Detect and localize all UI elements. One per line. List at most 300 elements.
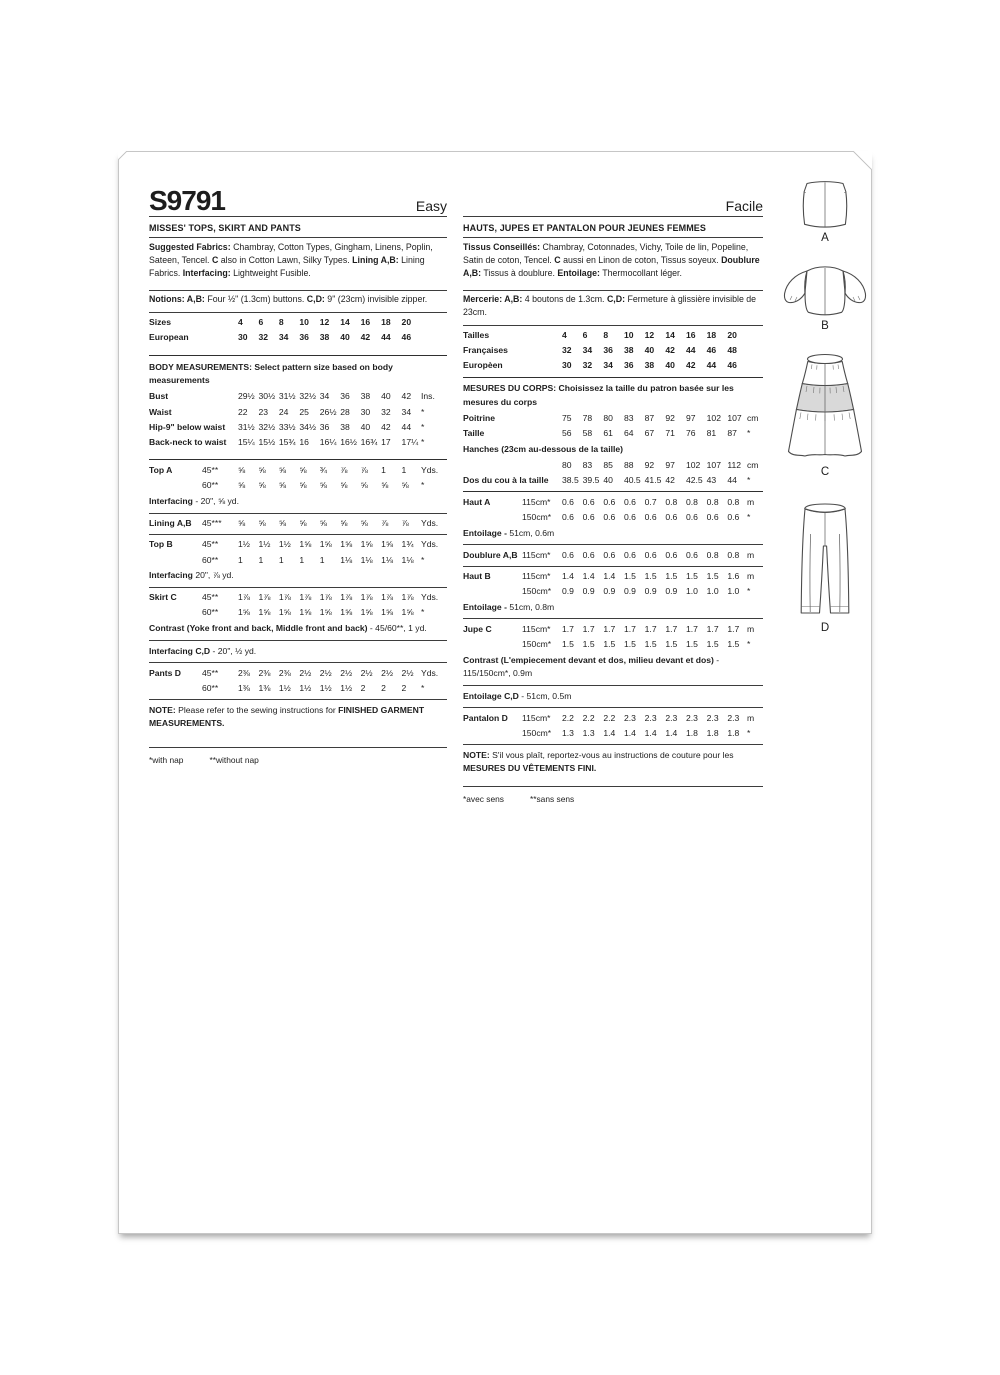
value-cell: 36 — [340, 391, 350, 402]
unit-cell: m — [746, 623, 755, 634]
value-cell: 41.5 — [644, 474, 662, 485]
value-cell: 32 — [258, 332, 268, 343]
row-label — [463, 726, 521, 741]
value-cell: 14 — [665, 330, 675, 340]
unit-cell: * — [746, 474, 751, 485]
figure-c-label: C — [820, 466, 830, 478]
table-text-row — [149, 494, 447, 511]
value-cell: 1.6 — [727, 571, 740, 582]
text-run: Notions: A,B: — [149, 294, 205, 304]
table-divider — [149, 662, 447, 663]
fabric-width-cell: 45** — [202, 539, 219, 550]
value-cell: 40 — [603, 474, 613, 485]
value-cell: 36 — [623, 360, 634, 371]
value-cell: 20 — [401, 317, 412, 327]
value-cell: 0.9 — [665, 586, 678, 597]
footnote-row — [149, 755, 447, 765]
value-cell: 1.5 — [582, 639, 595, 650]
value-cell: 0.8 — [665, 496, 678, 507]
value-cell: 1 — [278, 554, 284, 565]
value-cell: 1.4 — [603, 728, 616, 739]
text-run: Thermocollant léger. — [599, 268, 682, 278]
value-cell: 18 — [706, 330, 717, 340]
text-run: Interfacing — [149, 570, 193, 581]
value-cell: 2½ — [340, 667, 353, 678]
yardage-table-french — [463, 322, 763, 789]
value-cell: 34 — [582, 345, 593, 356]
text-run: FINISHED GARMENT MEASUREMENTS. — [149, 704, 425, 729]
value-cell: ⅝ — [340, 480, 348, 491]
unit-cell — [421, 330, 447, 345]
value-cell: ⅝ — [278, 518, 287, 529]
value-cell: 0.6 — [665, 512, 678, 523]
value-cell: 44 — [706, 360, 717, 371]
value-cell: ⅝ — [278, 465, 287, 476]
value-cell: 4 — [562, 330, 567, 340]
text-run: - 20", ⅝ yd. — [192, 496, 239, 507]
value-cell: 32 — [582, 360, 593, 371]
fabric-width-cell: 45** — [202, 465, 219, 476]
value-cell: 1½ — [238, 539, 250, 550]
value-cell: 1.4 — [603, 571, 616, 582]
text-run: Hanches (23cm au-dessous de la taille) — [463, 443, 623, 454]
value-cell: ⅝ — [319, 480, 327, 491]
value-cell: 0.9 — [562, 586, 574, 597]
value-cell: ⅝ — [299, 518, 307, 529]
value-cell: 0.8 — [727, 496, 740, 507]
text-run: Fermeture à glissière invisible de 23cm. — [463, 294, 757, 317]
value-cell: ⅞ — [340, 465, 348, 476]
value-cell: 1 — [238, 554, 243, 565]
value-cell: ⅞ — [381, 518, 389, 529]
spacer — [149, 280, 447, 288]
value-cell: 32 — [381, 406, 391, 417]
garment-illustrations — [775, 178, 875, 634]
row-label: Pantalon D — [463, 712, 508, 723]
value-cell: 1⅝ — [299, 539, 312, 550]
value-cell: 38 — [644, 360, 655, 371]
value-cell: 0.6 — [706, 512, 719, 523]
row-label: Haut B — [463, 571, 491, 582]
table-divider — [463, 685, 763, 686]
value-cell: 92 — [665, 412, 675, 423]
value-cell: ⅝ — [258, 465, 266, 476]
text-run: 9" (23cm) invisible zipper. — [324, 294, 428, 304]
text-run: Contrast (Yoke front and back, Middle front and back) — [149, 623, 368, 634]
row-label: Françaises — [463, 345, 508, 356]
value-cell: 1⅞ — [238, 592, 250, 603]
value-cell: 31½ — [238, 421, 255, 432]
divider — [463, 290, 763, 291]
unit-cell — [747, 343, 763, 358]
value-cell: 30½ — [258, 391, 276, 402]
value-cell: 46 — [706, 345, 717, 356]
value-cell: 1 — [299, 554, 305, 565]
value-cell: 42 — [360, 332, 371, 343]
value-cell: 1.5 — [623, 571, 636, 582]
pattern-number: S9791 — [149, 185, 225, 216]
text-run: Lining Fabrics. — [149, 255, 425, 278]
text-run: Chambray, Cotonnades, Vichy, Toile de lin, Popeline, Satin de coton, Tencel. — [463, 242, 749, 265]
fabric-width-cell: 150cm* — [522, 586, 552, 597]
text-run: 4 boutons de 1.3cm. — [522, 294, 607, 304]
table-text-row — [463, 747, 763, 777]
row-label: Jupe C — [463, 623, 492, 634]
wide-leg-pants-drawing — [793, 500, 857, 620]
value-cell: 1.5 — [685, 571, 698, 582]
table-text-row — [463, 525, 763, 542]
value-cell: 76 — [685, 427, 696, 438]
value-cell: 1⅝ — [319, 607, 332, 618]
figure-a-label: A — [821, 232, 829, 244]
value-cell: 17 — [381, 437, 391, 448]
table-spacer — [463, 777, 763, 783]
value-cell: ⅝ — [299, 480, 307, 491]
row-label — [149, 478, 201, 493]
value-cell: 1.4 — [562, 571, 574, 582]
unit-cell: * — [746, 586, 751, 597]
value-cell: 102 — [685, 459, 701, 470]
value-cell: 2⅜ — [238, 667, 250, 678]
figure-c — [775, 352, 875, 478]
value-cell: 31½ — [278, 391, 296, 402]
mercerie-text — [463, 293, 763, 319]
value-cell: 1.8 — [706, 728, 719, 739]
value-cell: 38 — [623, 345, 634, 356]
english-column — [149, 182, 447, 765]
value-cell: 36 — [603, 345, 613, 356]
spacer — [463, 280, 763, 288]
value-cell: 15½ — [258, 437, 276, 448]
value-cell: 88 — [623, 459, 634, 470]
row-label: Bust — [149, 391, 169, 402]
value-cell: 1⅝ — [360, 539, 373, 550]
fabric-width-cell: 45** — [202, 667, 219, 678]
value-cell: 36 — [299, 332, 309, 343]
value-cell: 0.8 — [706, 496, 719, 507]
value-cell: 1 — [319, 554, 325, 565]
text-run: Entoilage - — [463, 601, 507, 612]
table-spacer — [149, 345, 447, 352]
value-cell: 2.3 — [706, 712, 719, 723]
value-cell: 0.9 — [582, 586, 595, 597]
value-cell: 97 — [685, 412, 696, 423]
value-cell: 2½ — [299, 667, 312, 678]
value-cell: 1.3 — [582, 728, 595, 739]
value-cell: 1⅞ — [278, 592, 291, 603]
value-cell: ⅝ — [299, 465, 307, 476]
value-cell: 34 — [319, 391, 330, 402]
value-cell: 61 — [603, 427, 613, 438]
value-cell: 2⅜ — [258, 667, 271, 678]
value-cell: 8 — [278, 317, 284, 327]
notions-text — [149, 293, 447, 306]
text-run: - 51cm, 0.5m — [518, 690, 572, 701]
value-cell: 1½ — [340, 682, 353, 693]
text-run: C — [211, 255, 219, 265]
value-cell: 40 — [360, 421, 371, 432]
table-text-row — [463, 599, 763, 616]
table-text-row — [149, 621, 447, 638]
value-cell: 6 — [582, 330, 588, 340]
divider — [463, 216, 763, 217]
table-divider — [149, 587, 447, 588]
table-divider — [463, 491, 763, 492]
value-cell: 1.0 — [727, 586, 740, 597]
divider — [149, 237, 447, 238]
text-run: aussi en Linon de coton, Tissus soyeux. — [560, 255, 722, 265]
value-cell: 1⅛ — [360, 554, 373, 565]
difficulty-label-fr: Facile — [725, 198, 763, 214]
unit-cell: Yds. — [421, 667, 439, 678]
difficulty-label: Easy — [415, 198, 447, 214]
french-column — [463, 182, 763, 804]
value-cell: 1.5 — [603, 639, 616, 650]
value-cell: 0.6 — [562, 549, 574, 560]
table-spacer — [149, 450, 447, 456]
value-cell: 2.3 — [623, 712, 636, 723]
value-cell: ⅝ — [258, 518, 266, 529]
value-cell: 0.9 — [623, 586, 636, 597]
value-cell: 44 — [685, 345, 696, 356]
value-cell: 2.3 — [644, 712, 657, 723]
text-run: MESURES DU CORPS: Choisissez la taille du patron basée sur les mesures du corps — [463, 383, 734, 407]
value-cell: 71 — [665, 427, 675, 438]
footnote-row-fr — [463, 794, 763, 804]
table-spacer — [149, 732, 447, 744]
value-cell: 1.7 — [727, 623, 740, 634]
unit-cell: * — [421, 421, 425, 432]
value-cell: 34 — [278, 332, 289, 343]
fabric-width-cell: 115cm* — [522, 549, 551, 560]
value-cell: 44 — [381, 332, 391, 343]
text-run: C,D: — [606, 294, 626, 304]
value-cell: 38 — [360, 391, 371, 402]
value-cell: 8 — [603, 330, 609, 340]
value-cell: 32½ — [299, 391, 317, 402]
sleeveless-top-drawing — [797, 178, 853, 230]
table-divider — [149, 747, 447, 748]
value-cell: 39.5 — [582, 474, 600, 485]
value-cell: 0.8 — [706, 549, 719, 560]
value-cell: 87 — [644, 412, 655, 423]
value-cell: 2.3 — [727, 712, 740, 723]
value-cell: ¾ — [319, 465, 327, 476]
table-divider — [463, 786, 763, 787]
row-label: Europèen — [463, 360, 503, 371]
value-cell: 1½ — [278, 539, 291, 550]
row-label: Sizes — [149, 317, 171, 327]
fabric-width-cell: 115cm* — [522, 571, 551, 582]
value-cell: 42 — [665, 345, 675, 356]
value-cell: 0.6 — [562, 512, 574, 523]
value-cell: 92 — [644, 459, 655, 470]
fabric-width-cell: 150cm* — [522, 512, 552, 523]
fabric-width-cell: 150cm* — [522, 728, 552, 739]
text-run: Lightweight Fusible. — [230, 268, 311, 278]
value-cell: 42 — [401, 391, 412, 402]
value-cell: 2⅜ — [278, 667, 291, 678]
value-cell: 2.3 — [685, 712, 698, 723]
value-cell: 112 — [727, 459, 742, 470]
fabric-width-cell: 60** — [202, 607, 219, 618]
value-cell: 1.7 — [665, 623, 678, 634]
table-text-row — [463, 652, 763, 682]
value-cell: 2.2 — [582, 712, 595, 723]
value-cell: 1⅝ — [258, 607, 271, 618]
value-cell: 0.6 — [623, 549, 636, 560]
text-run: Contrast (L'empiecement devant et dos, milieu devant et dos) — [463, 654, 714, 665]
puff-sleeve-top-drawing — [782, 260, 868, 318]
value-cell: 1.7 — [582, 623, 595, 634]
unit-cell: Ins. — [421, 391, 435, 402]
text-run: Interfacing C,D — [149, 645, 211, 656]
text-run: S'il vous plaît, reportez-vous au instructions de couture pour les — [489, 749, 734, 760]
page-corner-cut-left — [118, 151, 132, 165]
value-cell: 1 — [401, 465, 407, 476]
value-cell: 38 — [319, 332, 330, 343]
text-run: BODY MEASUREMENTS: Select pattern size based on body measurements — [149, 361, 393, 386]
table-divider — [463, 707, 763, 708]
value-cell: 2 — [401, 682, 407, 693]
value-cell: 0.6 — [685, 549, 698, 560]
row-label: Dos du cou à la taille — [463, 474, 549, 485]
value-cell: 1.5 — [644, 571, 657, 582]
text-run: Entoilage: — [557, 268, 600, 278]
value-cell: 81 — [706, 427, 717, 438]
value-cell: 38.5 — [562, 474, 579, 485]
value-cell: ⅝ — [319, 518, 327, 529]
value-cell: 2½ — [319, 667, 332, 678]
value-cell: 16 — [685, 330, 696, 340]
garment-title: MISSES' TOPS, SKIRT AND PANTS — [149, 222, 301, 233]
row-label — [149, 553, 201, 568]
value-cell: 0.6 — [644, 512, 657, 523]
value-cell: 1.8 — [727, 728, 740, 739]
footnote-without-nap: **without nap — [209, 755, 259, 766]
text-run: MESURES DU VÊTEMENTS FINI. — [463, 763, 597, 774]
table-divider — [149, 312, 447, 313]
value-cell: 1.4 — [623, 728, 636, 739]
row-label: Poitrine — [463, 412, 495, 423]
value-cell: 1.8 — [685, 728, 698, 739]
text-run: C,D: — [306, 294, 325, 304]
table-divider — [463, 325, 763, 326]
unit-cell: Yds. — [421, 465, 439, 476]
value-cell: 1.7 — [562, 623, 574, 634]
value-cell: ⅝ — [258, 480, 266, 491]
text-run: - 115/150cm*, 0.9m — [463, 654, 720, 679]
value-cell: 40 — [644, 345, 655, 356]
value-cell: 36 — [319, 421, 330, 432]
value-cell: 0.6 — [665, 549, 678, 560]
value-cell: 1⅞ — [360, 592, 373, 603]
table-divider — [463, 566, 763, 567]
value-cell: 42 — [685, 360, 696, 371]
value-cell: 75 — [562, 412, 572, 423]
value-cell: 1.7 — [706, 623, 719, 634]
value-cell: 32½ — [258, 421, 276, 432]
value-cell: 0.6 — [644, 549, 657, 560]
text-run: - 45/60**, 1 yd. — [367, 623, 427, 634]
figure-d — [775, 500, 875, 634]
fabric-width-cell: 115cm* — [522, 496, 551, 507]
value-cell: 1.5 — [623, 639, 636, 650]
footnote-sans-sens: **sans sens — [529, 794, 575, 805]
value-cell: 2½ — [360, 667, 373, 678]
text-run: NOTE: — [149, 704, 176, 715]
value-cell: 46 — [727, 360, 737, 371]
value-cell: ⅝ — [360, 518, 368, 529]
value-cell: 23 — [258, 406, 268, 417]
figure-a — [775, 178, 875, 244]
row-label: Doublure A,B — [463, 549, 518, 560]
value-cell: 64 — [623, 427, 634, 438]
row-label: Haut A — [463, 496, 491, 507]
value-cell: 1.5 — [706, 639, 719, 650]
row-label — [463, 510, 521, 525]
table-divider — [463, 377, 763, 378]
value-cell: 1 — [258, 554, 264, 565]
unit-cell: cm — [746, 412, 759, 423]
footnote-avec-sens: *avec sens — [463, 794, 504, 805]
value-cell: 1.0 — [706, 586, 719, 597]
header-row — [463, 182, 763, 214]
table-divider — [463, 618, 763, 619]
unit-cell: Yds. — [421, 539, 439, 550]
value-cell: 1⅝ — [340, 539, 353, 550]
text-run: C — [554, 255, 561, 265]
table-divider — [149, 699, 447, 700]
value-cell: 1½ — [278, 682, 291, 693]
value-cell: 30 — [360, 406, 371, 417]
value-cell: 30 — [238, 332, 248, 343]
text-run: Doublure A,B: — [463, 255, 760, 278]
value-cell: 43 — [706, 474, 717, 485]
table-divider — [149, 513, 447, 514]
text-run: 20", ⅞ yd. — [192, 570, 234, 581]
header-row — [149, 182, 447, 214]
value-cell: 1⅝ — [360, 607, 373, 618]
value-cell: 1.5 — [665, 571, 678, 582]
value-cell: ⅝ — [340, 518, 348, 529]
unit-cell — [747, 328, 763, 343]
pattern-envelope-back — [118, 151, 872, 1234]
value-cell: ⅝ — [401, 480, 409, 491]
row-label: Taille — [463, 427, 485, 438]
value-cell: 2.2 — [603, 712, 616, 723]
table-text-row — [149, 702, 447, 732]
value-cell: 34½ — [299, 421, 317, 432]
value-cell: 0.6 — [623, 512, 636, 523]
unit-cell: m — [746, 571, 755, 582]
row-label — [463, 584, 521, 599]
value-cell: 58 — [582, 427, 593, 438]
value-cell: 1⅛ — [381, 554, 394, 565]
value-cell: 1⅛ — [340, 554, 353, 565]
table-divider — [149, 640, 447, 641]
value-cell: 15¼ — [238, 437, 255, 448]
row-label: Hip-9" below waist — [149, 421, 226, 432]
table-text-row — [149, 568, 447, 585]
divider — [149, 290, 447, 291]
fabric-width-cell: 150cm* — [522, 639, 552, 650]
value-cell: 0.6 — [582, 512, 595, 523]
tiered-skirt-drawing — [785, 352, 865, 464]
value-cell: 1⅝ — [381, 607, 394, 618]
value-cell: 1⅝ — [278, 607, 291, 618]
value-cell: 2.3 — [665, 712, 678, 723]
